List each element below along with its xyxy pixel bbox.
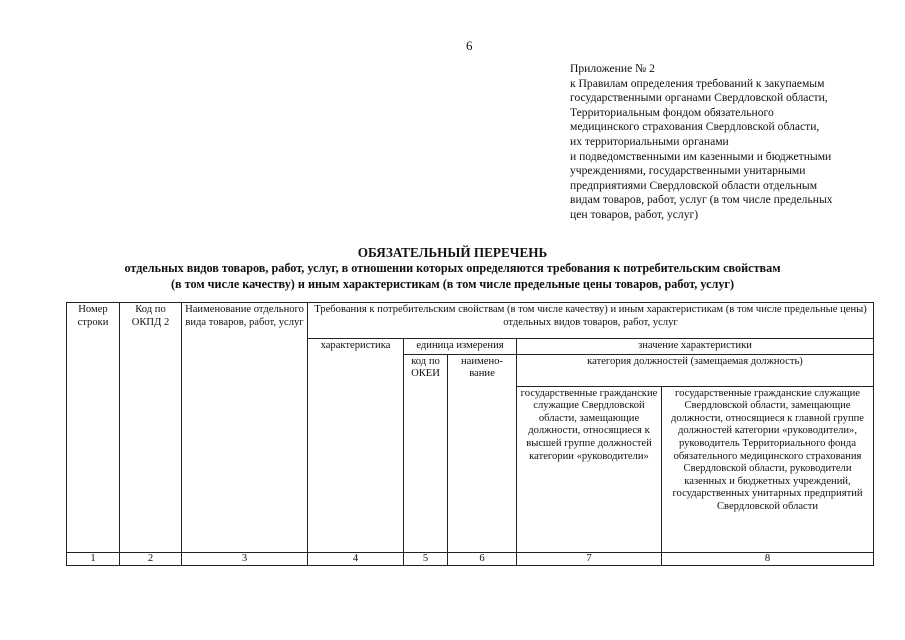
header-unit-name: наимено-вание xyxy=(448,354,517,552)
header-requirements: Требования к потребительским свойствам (в том числе качеству) и иным характеристикам (в том числе предельные цены) отдельных видов товаров, работ, услуг xyxy=(308,303,874,339)
header-item-name: Наименование отдельного вида товаров, работ, услуг xyxy=(182,303,308,553)
column-number: 1 xyxy=(67,552,120,565)
title-subtitle-line: (в том числе качеству) и иным характеристикам (в том числе предельные цены товаров, работ, услуг) xyxy=(170,276,735,291)
header-row-number: Номер строки xyxy=(67,303,120,553)
header-okpd-code: Код по ОКПД 2 xyxy=(120,303,182,553)
column-number: 4 xyxy=(308,552,404,565)
appendix-line: к Правилам определения требований к закупаемым xyxy=(570,76,825,90)
column-number: 6 xyxy=(448,552,517,565)
appendix-line: цен товаров, работ, услуг) xyxy=(570,207,699,221)
column-number: 7 xyxy=(517,552,662,565)
appendix-line: предприятиями Свердловской области отдельным xyxy=(570,178,818,192)
column-number: 8 xyxy=(662,552,874,565)
appendix-line: и подведомственными им казенными и бюджетными xyxy=(570,149,832,163)
page-number: 6 xyxy=(466,38,473,53)
header-characteristic-value: значение характеристики xyxy=(517,339,874,355)
header-category-heads: государственные гражданские служащие Свердловской области, замещающие должности, относящиеся к высшей группе должностей категории «руководители» xyxy=(517,386,662,552)
appendix-line: видам товаров, работ, услуг (в том числе предельных xyxy=(570,193,833,207)
document-title xyxy=(0,244,905,292)
appendix-line: медицинского страхования Свердловской области, xyxy=(570,120,820,134)
appendix-line: учреждениями, государственными унитарными xyxy=(570,164,806,178)
column-number: 3 xyxy=(182,552,308,565)
header-okei-code: код по ОКЕИ xyxy=(404,354,448,552)
appendix-line: государственными органами Свердловской области, xyxy=(570,91,828,105)
header-unit: единица измерения xyxy=(404,339,517,355)
title-main: ОБЯЗАТЕЛЬНЫЙ ПЕРЕЧЕНЬ xyxy=(357,245,548,260)
header-characteristic: характеристика xyxy=(308,339,404,553)
appendix-note xyxy=(570,62,888,223)
header-position-category: категория должностей (замещаемая должность) xyxy=(517,354,874,386)
column-number: 5 xyxy=(404,552,448,565)
appendix-line: Территориальным фондом обязательного xyxy=(570,105,774,119)
requirements-table xyxy=(66,302,874,566)
appendix-line: их территориальными органами xyxy=(570,134,729,148)
appendix-line: Приложение № 2 xyxy=(570,62,655,75)
column-number: 2 xyxy=(120,552,182,565)
header-category-others: государственные гражданские служащие Свердловской области, замещающие должности, относящиеся к главной группе должностей категории «руководители», руководитель Территориального фонда обязательного медицинского страхования Свердловской области, руководители казенных и бюджетных учреждений, государственных унитарных предприятий Свердловской области xyxy=(662,386,874,552)
title-subtitle-line: отдельных видов товаров, работ, услуг, в отношении которых определяются требования к потребительским свойствам xyxy=(124,261,781,275)
